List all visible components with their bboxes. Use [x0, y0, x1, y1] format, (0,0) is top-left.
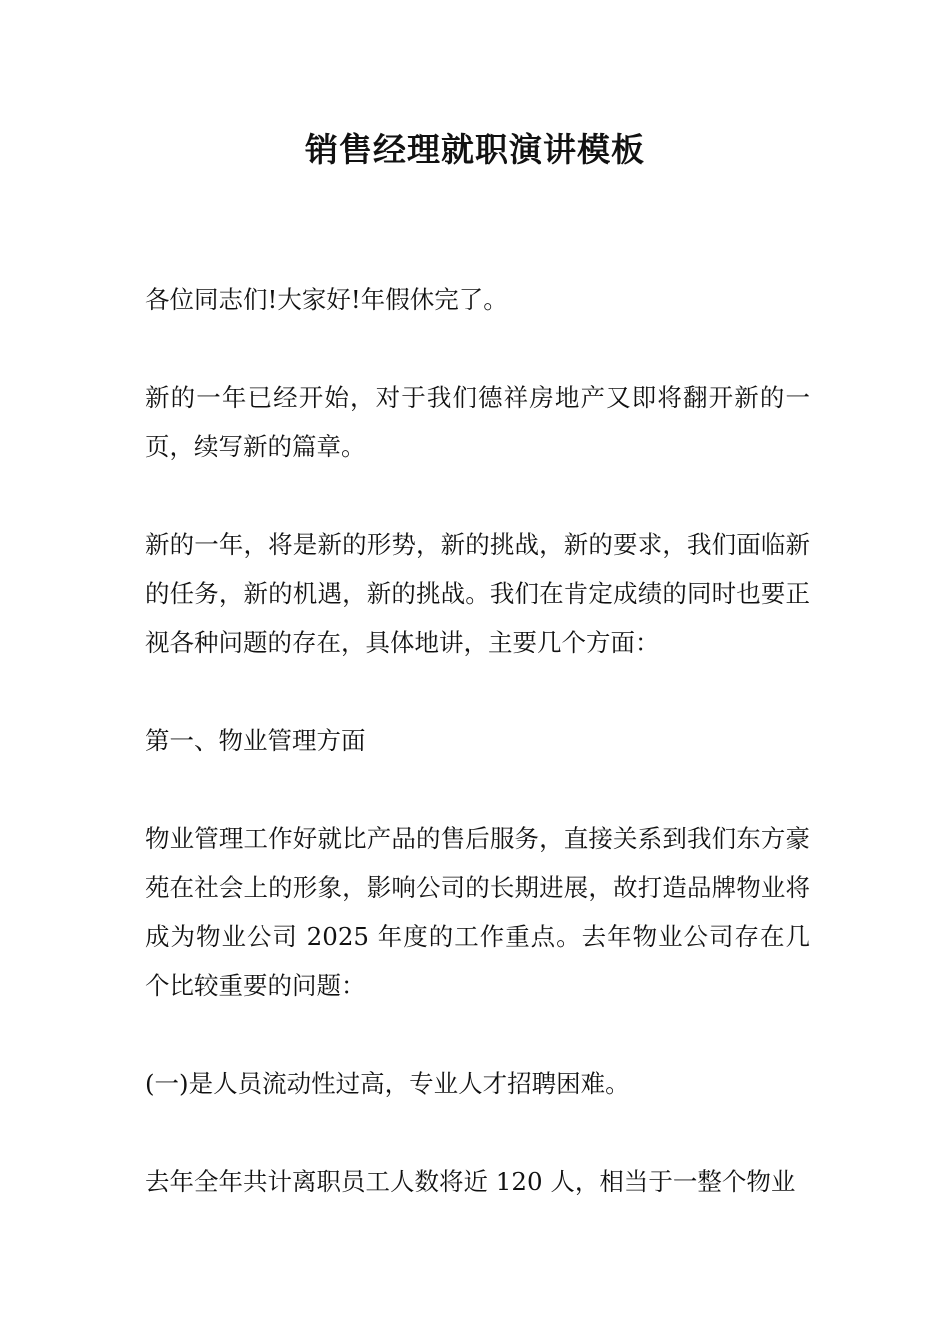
- paragraph-property-management: 物业管理工作好就比产品的售后服务，直接关系到我们东方豪苑在社会上的形象，影响公司的长期进展，故打造品牌物业将成为物业公司 2025 年度的工作重点。去年物业公司存在几个比较重要的问题：: [145, 824, 810, 1000]
- document-title: 销售经理就职演讲模板: [305, 130, 645, 169]
- paragraph-greeting: 各位同志们!大家好!年假休完了。: [145, 285, 508, 314]
- paragraph-staff-turnover: 去年全年共计离职员工人数将近 120 人，相当于一整个物业: [145, 1167, 796, 1196]
- document-body: [145, 275, 810, 1255]
- subsection-heading-staff-turnover: (一)是人员流动性过高，专业人才招聘困难。: [145, 1069, 630, 1098]
- paragraph-challenges: 新的一年，将是新的形势，新的挑战，新的要求，我们面临新的任务，新的机遇，新的挑战。我们在肯定成绩的同时也要正视各种问题的存在，具体地讲，主要几个方面：: [145, 530, 810, 657]
- paragraph-new-year: 新的一年已经开始，对于我们德祥房地产又即将翻开新的一页，续写新的篇章。: [145, 383, 810, 461]
- section-heading-property-management: 第一、物业管理方面: [145, 726, 366, 755]
